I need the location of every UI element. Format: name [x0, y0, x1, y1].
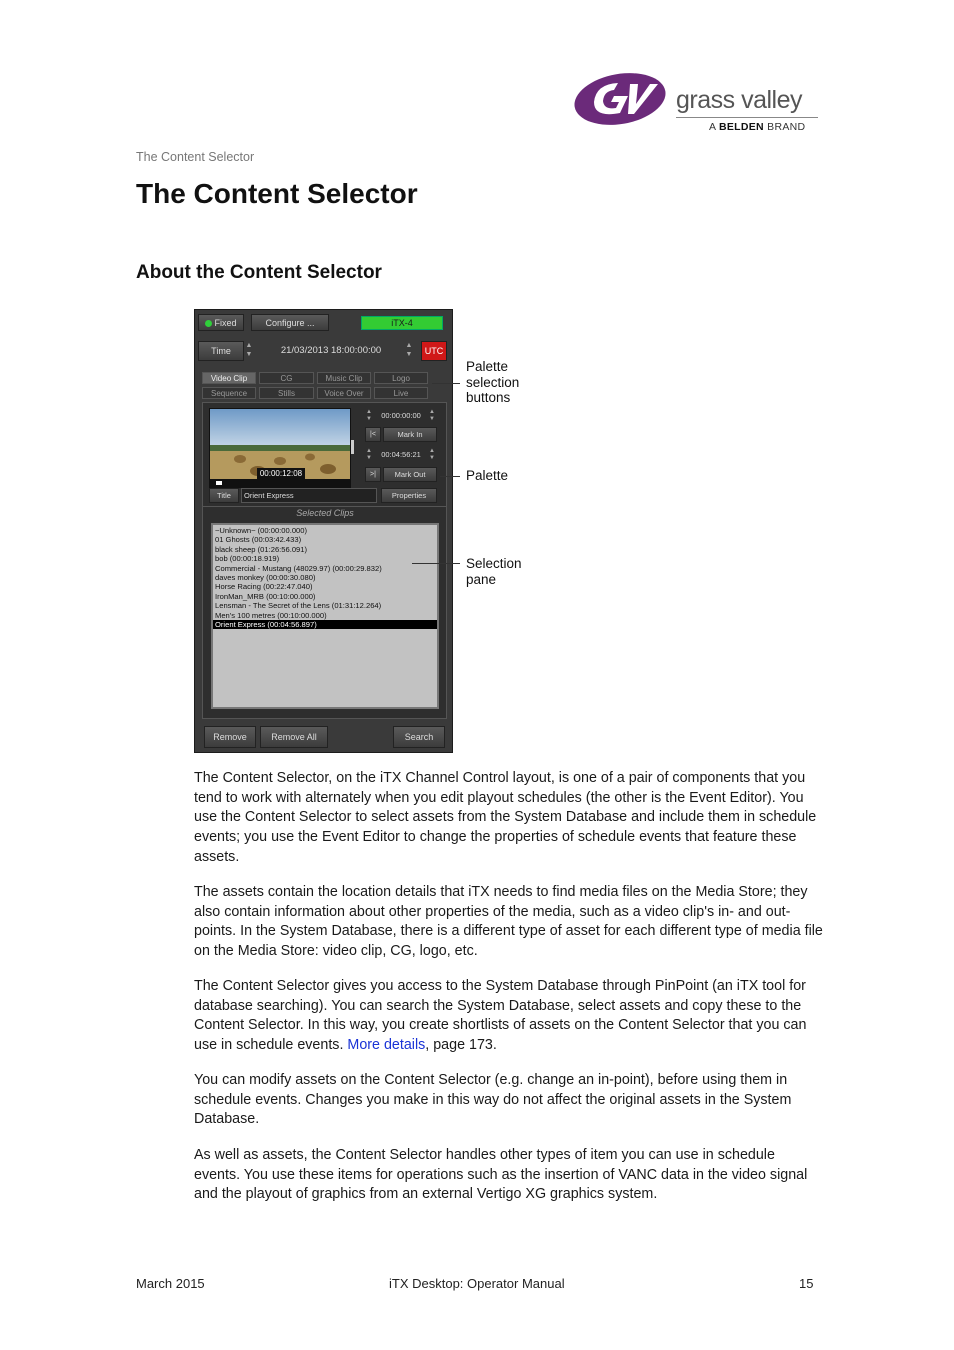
- running-header: The Content Selector: [136, 150, 255, 164]
- title-field[interactable]: Orient Express: [241, 488, 377, 503]
- mark-in-spin-icon[interactable]: ▲ ▼: [366, 409, 372, 422]
- callout-line-palette: [440, 476, 460, 477]
- callout-palette-selection: Palette selection buttons: [466, 359, 520, 405]
- list-item[interactable]: ~Unknown~ (00:00:00.000): [215, 526, 308, 535]
- content-selector-screenshot: [194, 309, 453, 753]
- section-heading: About the Content Selector: [136, 262, 382, 283]
- title-button[interactable]: Title: [209, 488, 239, 503]
- tab-cg[interactable]: CG: [259, 372, 314, 384]
- tab-sequence[interactable]: Sequence: [202, 387, 256, 399]
- configure-button[interactable]: Configure ...: [251, 314, 329, 331]
- list-item[interactable]: daves monkey (00:00:30.080): [215, 573, 316, 583]
- brand-name: grass valley: [676, 86, 802, 114]
- mark-out-tc-spin-icon[interactable]: ▲ ▼: [429, 448, 435, 461]
- time-button[interactable]: Time: [198, 341, 244, 361]
- paragraph-3: The Content Selector gives you access to the System Database through PinPoint (an iTX tool for database searching). You can search the System Database, select assets and copy these to the Content Selector. In this way, you create shortlists of assets on the Content Selector that you can use in schedule events. More details, page 173.: [194, 978, 807, 1054]
- utc-button[interactable]: UTC: [421, 341, 447, 361]
- remove-all-button[interactable]: Remove All: [260, 726, 328, 748]
- list-item[interactable]: Lensman - The Secret of the Lens (01:31:12.264): [215, 601, 382, 611]
- go-to-out-button[interactable]: >|: [365, 467, 381, 482]
- paragraph-1: The Content Selector, on the iTX Channel Control layout, is one of a pair of components that you tend to work with alternately when you edit playout schedules (the other is the Event Editor). You use the Content Selector to select assets from the System Database and include them in schedule events; you use the Event Editor to change the properties of schedule events that feature these assets.: [194, 770, 817, 865]
- list-item[interactable]: Men's 100 metres (00:10:00.000): [215, 610, 327, 620]
- tab-stills[interactable]: Stills: [259, 387, 314, 399]
- tab-music-clip[interactable]: Music Clip: [317, 372, 371, 384]
- brand-tagline: A BELDEN BRAND: [709, 121, 806, 133]
- mark-in-tc-spin-icon[interactable]: ▲ ▼: [429, 409, 435, 422]
- mark-in-button[interactable]: Mark In: [383, 427, 437, 442]
- list-item[interactable]: black sheep (01:26:56.091): [215, 544, 308, 554]
- more-details-link[interactable]: More details: [347, 1037, 426, 1054]
- properties-button[interactable]: Properties: [381, 488, 437, 503]
- paragraph-2: The assets contain the location details that iTX needs to find media files on the Media Store; they also contain information about other properties of the media, such as a video clip's in- and out-points. In the System Database, there is a different type of asset for each different type of media file on the Media Store: video clip, CG, logo, etc.: [194, 884, 823, 960]
- paragraph-4: You can modify assets on the Content Selector (e.g. change an in-point), before using them in schedule events. Changes you make in this way do not affect the original assets in the System Database.: [194, 1072, 792, 1128]
- callout-selection-pane: Selection pane: [466, 556, 522, 587]
- thumbnail-timecode: 00:00:12:08: [257, 468, 305, 479]
- mark-in-timecode[interactable]: 00:00:00:00: [381, 411, 421, 420]
- mark-out-timecode[interactable]: 00:04:56:21: [381, 450, 421, 459]
- list-item[interactable]: bob (00:00:18.919): [215, 554, 280, 564]
- fixed-button[interactable]: Fixed: [198, 314, 244, 331]
- list-item[interactable]: 01 Ghosts (00:03:42.433): [215, 535, 302, 545]
- paragraph-5: As well as assets, the Content Selector handles other types of item you can use in schedule events. You use these items for operations such as the insertion of VANC data in the video signal and the playout of graphics from an external Vertigo XG graphics system.: [194, 1147, 808, 1203]
- tab-logo[interactable]: Logo: [374, 372, 428, 384]
- thumbnail-scrollbar[interactable]: [351, 440, 354, 454]
- footer-date: March 2015: [136, 1276, 205, 1291]
- callout-line-palette-selection: [432, 383, 460, 384]
- list-item[interactable]: Commercial - Mustang (48029.97) (00:00:29.832): [215, 563, 382, 573]
- tab-video-clip[interactable]: Video Clip: [202, 372, 256, 384]
- tab-voice-over[interactable]: Voice Over: [317, 387, 371, 399]
- time-spin-icon[interactable]: ▲ ▼: [245, 342, 253, 358]
- channel-indicator: iTX-4: [361, 316, 443, 330]
- remove-button[interactable]: Remove: [204, 726, 256, 748]
- go-to-in-button[interactable]: |<: [365, 427, 381, 442]
- list-item-selected[interactable]: Orient Express (00:04:56.897): [213, 620, 437, 629]
- tab-live[interactable]: Live: [374, 387, 428, 399]
- page-number: 15: [799, 1276, 814, 1291]
- mark-out-button[interactable]: Mark Out: [383, 467, 437, 482]
- datetime-field[interactable]: 21/03/2013 18:00:00:00: [280, 345, 382, 356]
- footer-doc-title: iTX Desktop: Operator Manual: [389, 1276, 565, 1291]
- selected-clips-label: Selected Clips: [296, 508, 354, 518]
- callout-line-selection-pane: [412, 563, 460, 564]
- search-button[interactable]: Search: [393, 726, 445, 748]
- callout-palette: Palette: [466, 468, 509, 483]
- datetime-spin-icon[interactable]: ▲ ▼: [405, 342, 413, 358]
- list-item[interactable]: IronMan_MRB (00:10:00.000): [215, 591, 316, 601]
- mark-out-spin-icon[interactable]: ▲ ▼: [366, 448, 372, 461]
- selected-clips-list: [211, 523, 439, 709]
- brand-divider: [676, 117, 818, 118]
- page-title: The Content Selector: [136, 178, 418, 209]
- status-led-icon: [205, 320, 212, 327]
- list-item[interactable]: Horse Racing (00:22:47.040): [215, 582, 313, 592]
